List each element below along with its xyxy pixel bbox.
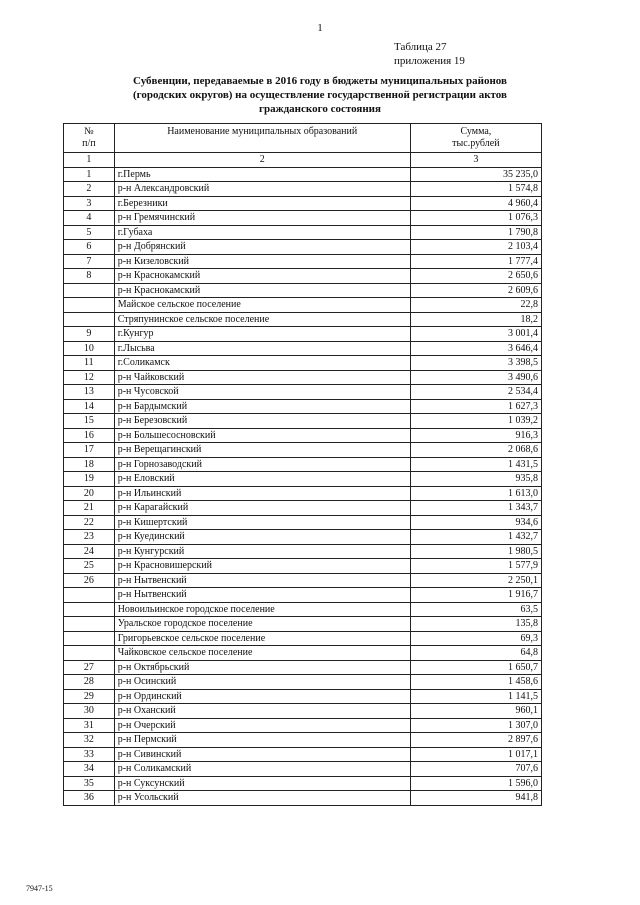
row-name: р-н Чусовской <box>114 385 410 400</box>
table-row <box>64 573 542 588</box>
row-name: р-н Пермский <box>114 733 410 748</box>
table-row <box>64 660 542 675</box>
row-name: р-н Александровский <box>114 182 410 197</box>
table-row <box>64 298 542 313</box>
row-name: р-н Суксунский <box>114 776 410 791</box>
row-sum: 2 609,6 <box>410 283 541 298</box>
header-name <box>114 124 410 153</box>
row-number: 34 <box>64 762 115 777</box>
table-row <box>64 646 542 661</box>
table-row <box>64 559 542 574</box>
column-number-row <box>64 153 542 168</box>
row-number <box>64 646 115 661</box>
caption-appendix: приложения 19 <box>394 55 465 67</box>
row-name: р-н Еловский <box>114 472 410 487</box>
row-sum: 18,2 <box>410 312 541 327</box>
table-row <box>64 791 542 806</box>
row-sum: 1 650,7 <box>410 660 541 675</box>
row-number: 35 <box>64 776 115 791</box>
header-number-line2: п/п <box>82 138 96 149</box>
table-row <box>64 196 542 211</box>
row-sum: 1 307,0 <box>410 718 541 733</box>
row-sum: 2 650,6 <box>410 269 541 284</box>
row-name: г.Пермь <box>114 167 410 182</box>
row-sum: 3 490,6 <box>410 370 541 385</box>
table-row <box>64 443 542 458</box>
table-row <box>64 385 542 400</box>
table-row <box>64 762 542 777</box>
row-name: р-н Нытвенский <box>114 573 410 588</box>
row-sum: 135,8 <box>410 617 541 632</box>
row-sum: 1 777,4 <box>410 254 541 269</box>
row-sum: 2 897,6 <box>410 733 541 748</box>
row-number: 1 <box>64 167 115 182</box>
row-number: 2 <box>64 182 115 197</box>
row-sum: 1 613,0 <box>410 486 541 501</box>
row-number <box>64 588 115 603</box>
row-name: р-н Красновишерский <box>114 559 410 574</box>
row-sum: 2 068,6 <box>410 443 541 458</box>
row-sum: 2 534,4 <box>410 385 541 400</box>
table-body <box>64 167 542 805</box>
row-name: р-н Ординский <box>114 689 410 704</box>
row-sum: 35 235,0 <box>410 167 541 182</box>
table-row <box>64 588 542 603</box>
table-row <box>64 747 542 762</box>
row-name: р-н Соликамский <box>114 762 410 777</box>
row-sum: 1 458,6 <box>410 675 541 690</box>
row-sum: 2 250,1 <box>410 573 541 588</box>
row-name: р-н Добрянский <box>114 240 410 255</box>
table-row <box>64 602 542 617</box>
row-name: р-н Березовский <box>114 414 410 429</box>
row-number: 24 <box>64 544 115 559</box>
row-number: 25 <box>64 559 115 574</box>
row-number: 7 <box>64 254 115 269</box>
row-name: г.Лысьва <box>114 341 410 356</box>
caption-table-number: Таблица 27 <box>394 41 447 53</box>
row-sum: 1 343,7 <box>410 501 541 516</box>
table-row <box>64 501 542 516</box>
table-row <box>64 225 542 240</box>
header-sum-line2: тыс.рублей <box>452 138 500 149</box>
title-line-1: Субвенции, передаваемые в 2016 году в бюджеты муниципальных районов <box>133 75 507 87</box>
table-row <box>64 167 542 182</box>
row-sum: 1 980,5 <box>410 544 541 559</box>
row-sum: 935,8 <box>410 472 541 487</box>
row-sum: 4 960,4 <box>410 196 541 211</box>
row-number <box>64 298 115 313</box>
row-name: р-н Карагайский <box>114 501 410 516</box>
row-sum: 941,8 <box>410 791 541 806</box>
row-name: р-н Осинский <box>114 675 410 690</box>
row-sum: 1 432,7 <box>410 530 541 545</box>
row-name: р-н Гремячинский <box>114 211 410 226</box>
row-name: р-н Сивинский <box>114 747 410 762</box>
table-row <box>64 327 542 342</box>
row-number: 30 <box>64 704 115 719</box>
row-name: Стряпунинское сельское поселение <box>114 312 410 327</box>
row-name: р-н Верещагинский <box>114 443 410 458</box>
table-row <box>64 544 542 559</box>
page-number: 1 <box>317 22 323 34</box>
table-row <box>64 704 542 719</box>
row-name: р-н Ильинский <box>114 486 410 501</box>
table-row <box>64 182 542 197</box>
row-sum: 63,5 <box>410 602 541 617</box>
row-number: 17 <box>64 443 115 458</box>
header-number <box>64 124 115 153</box>
row-number <box>64 617 115 632</box>
table-row <box>64 428 542 443</box>
row-number <box>64 283 115 298</box>
footer-code: 7947-15 <box>26 884 53 893</box>
row-sum: 1 039,2 <box>410 414 541 429</box>
row-number: 33 <box>64 747 115 762</box>
row-name: р-н Краснокамский <box>114 269 410 284</box>
table-row <box>64 341 542 356</box>
row-number: 22 <box>64 515 115 530</box>
row-name: р-н Кизеловский <box>114 254 410 269</box>
row-name: г.Березники <box>114 196 410 211</box>
row-sum: 1 790,8 <box>410 225 541 240</box>
row-number: 28 <box>64 675 115 690</box>
row-name: р-н Куединский <box>114 530 410 545</box>
row-name: р-н Краснокамский <box>114 283 410 298</box>
header-sum <box>410 124 541 153</box>
row-number: 14 <box>64 399 115 414</box>
row-sum: 1 577,9 <box>410 559 541 574</box>
row-number: 18 <box>64 457 115 472</box>
row-number <box>64 631 115 646</box>
table-row <box>64 515 542 530</box>
column-number: 1 <box>64 153 115 168</box>
table-caption <box>394 40 465 68</box>
header-sum-line1: Сумма, <box>460 126 492 137</box>
row-number: 11 <box>64 356 115 371</box>
table-row <box>64 530 542 545</box>
row-number <box>64 602 115 617</box>
row-sum: 1 017,1 <box>410 747 541 762</box>
row-name: Чайковское сельское поселение <box>114 646 410 661</box>
row-name: р-н Оханский <box>114 704 410 719</box>
table-row <box>64 370 542 385</box>
title-line-2: (городских округов) на осуществление государственной регистрации актов <box>133 89 507 101</box>
table-row <box>64 631 542 646</box>
table-row <box>64 689 542 704</box>
table-row <box>64 414 542 429</box>
row-sum: 3 398,5 <box>410 356 541 371</box>
row-number: 21 <box>64 501 115 516</box>
row-name: р-н Кунгурский <box>114 544 410 559</box>
subsidy-table <box>63 123 542 806</box>
row-sum: 64,8 <box>410 646 541 661</box>
row-name: р-н Очерский <box>114 718 410 733</box>
row-name: Майское сельское поселение <box>114 298 410 313</box>
row-number: 31 <box>64 718 115 733</box>
row-name: р-н Кишертский <box>114 515 410 530</box>
row-name: р-н Октябрьский <box>114 660 410 675</box>
row-name: р-н Чайковский <box>114 370 410 385</box>
row-sum: 960,1 <box>410 704 541 719</box>
row-name: р-н Усольский <box>114 791 410 806</box>
row-sum: 1 574,8 <box>410 182 541 197</box>
row-name: Уральское городское поселение <box>114 617 410 632</box>
table-row <box>64 718 542 733</box>
row-name: г.Кунгур <box>114 327 410 342</box>
title-line-3: гражданского состояния <box>259 103 381 115</box>
row-number: 10 <box>64 341 115 356</box>
row-name: р-н Горнозаводский <box>114 457 410 472</box>
document-title <box>70 74 570 116</box>
row-number: 8 <box>64 269 115 284</box>
table-header-row <box>64 124 542 153</box>
row-sum: 1 596,0 <box>410 776 541 791</box>
header-name-text: Наименование муниципальных образований <box>167 126 358 137</box>
table-row <box>64 733 542 748</box>
row-number: 20 <box>64 486 115 501</box>
row-number: 29 <box>64 689 115 704</box>
row-name: р-н Бардымский <box>114 399 410 414</box>
row-number: 36 <box>64 791 115 806</box>
row-number: 6 <box>64 240 115 255</box>
row-number: 9 <box>64 327 115 342</box>
table-row <box>64 675 542 690</box>
header-number-line1: № <box>84 126 94 137</box>
row-name: г.Соликамск <box>114 356 410 371</box>
row-name: Григорьевское сельское поселение <box>114 631 410 646</box>
row-number: 12 <box>64 370 115 385</box>
column-number: 3 <box>410 153 541 168</box>
row-sum: 1 627,3 <box>410 399 541 414</box>
row-number: 5 <box>64 225 115 240</box>
row-sum: 22,8 <box>410 298 541 313</box>
table-row <box>64 472 542 487</box>
row-number: 13 <box>64 385 115 400</box>
row-sum: 1 076,3 <box>410 211 541 226</box>
table-row <box>64 399 542 414</box>
row-sum: 2 103,4 <box>410 240 541 255</box>
row-number: 16 <box>64 428 115 443</box>
column-number: 2 <box>114 153 410 168</box>
row-sum: 69,3 <box>410 631 541 646</box>
row-sum: 3 001,4 <box>410 327 541 342</box>
row-number: 4 <box>64 211 115 226</box>
row-number: 26 <box>64 573 115 588</box>
table-row <box>64 269 542 284</box>
row-sum: 916,3 <box>410 428 541 443</box>
row-name: р-н Большесосновский <box>114 428 410 443</box>
row-number: 23 <box>64 530 115 545</box>
table-row <box>64 356 542 371</box>
row-sum: 3 646,4 <box>410 341 541 356</box>
table-row <box>64 283 542 298</box>
row-sum: 1 916,7 <box>410 588 541 603</box>
table-row <box>64 457 542 472</box>
table-row <box>64 211 542 226</box>
table-row <box>64 312 542 327</box>
row-number: 15 <box>64 414 115 429</box>
row-number: 3 <box>64 196 115 211</box>
row-number: 19 <box>64 472 115 487</box>
row-name: г.Губаха <box>114 225 410 240</box>
table-row <box>64 486 542 501</box>
table-row <box>64 776 542 791</box>
row-name: р-н Нытвенский <box>114 588 410 603</box>
row-name: Новоильинское городское поселение <box>114 602 410 617</box>
row-number: 32 <box>64 733 115 748</box>
row-number: 27 <box>64 660 115 675</box>
table-row <box>64 617 542 632</box>
row-sum: 934,6 <box>410 515 541 530</box>
table-row <box>64 240 542 255</box>
row-sum: 1 431,5 <box>410 457 541 472</box>
table-row <box>64 254 542 269</box>
row-sum: 707,6 <box>410 762 541 777</box>
row-sum: 1 141,5 <box>410 689 541 704</box>
row-number <box>64 312 115 327</box>
